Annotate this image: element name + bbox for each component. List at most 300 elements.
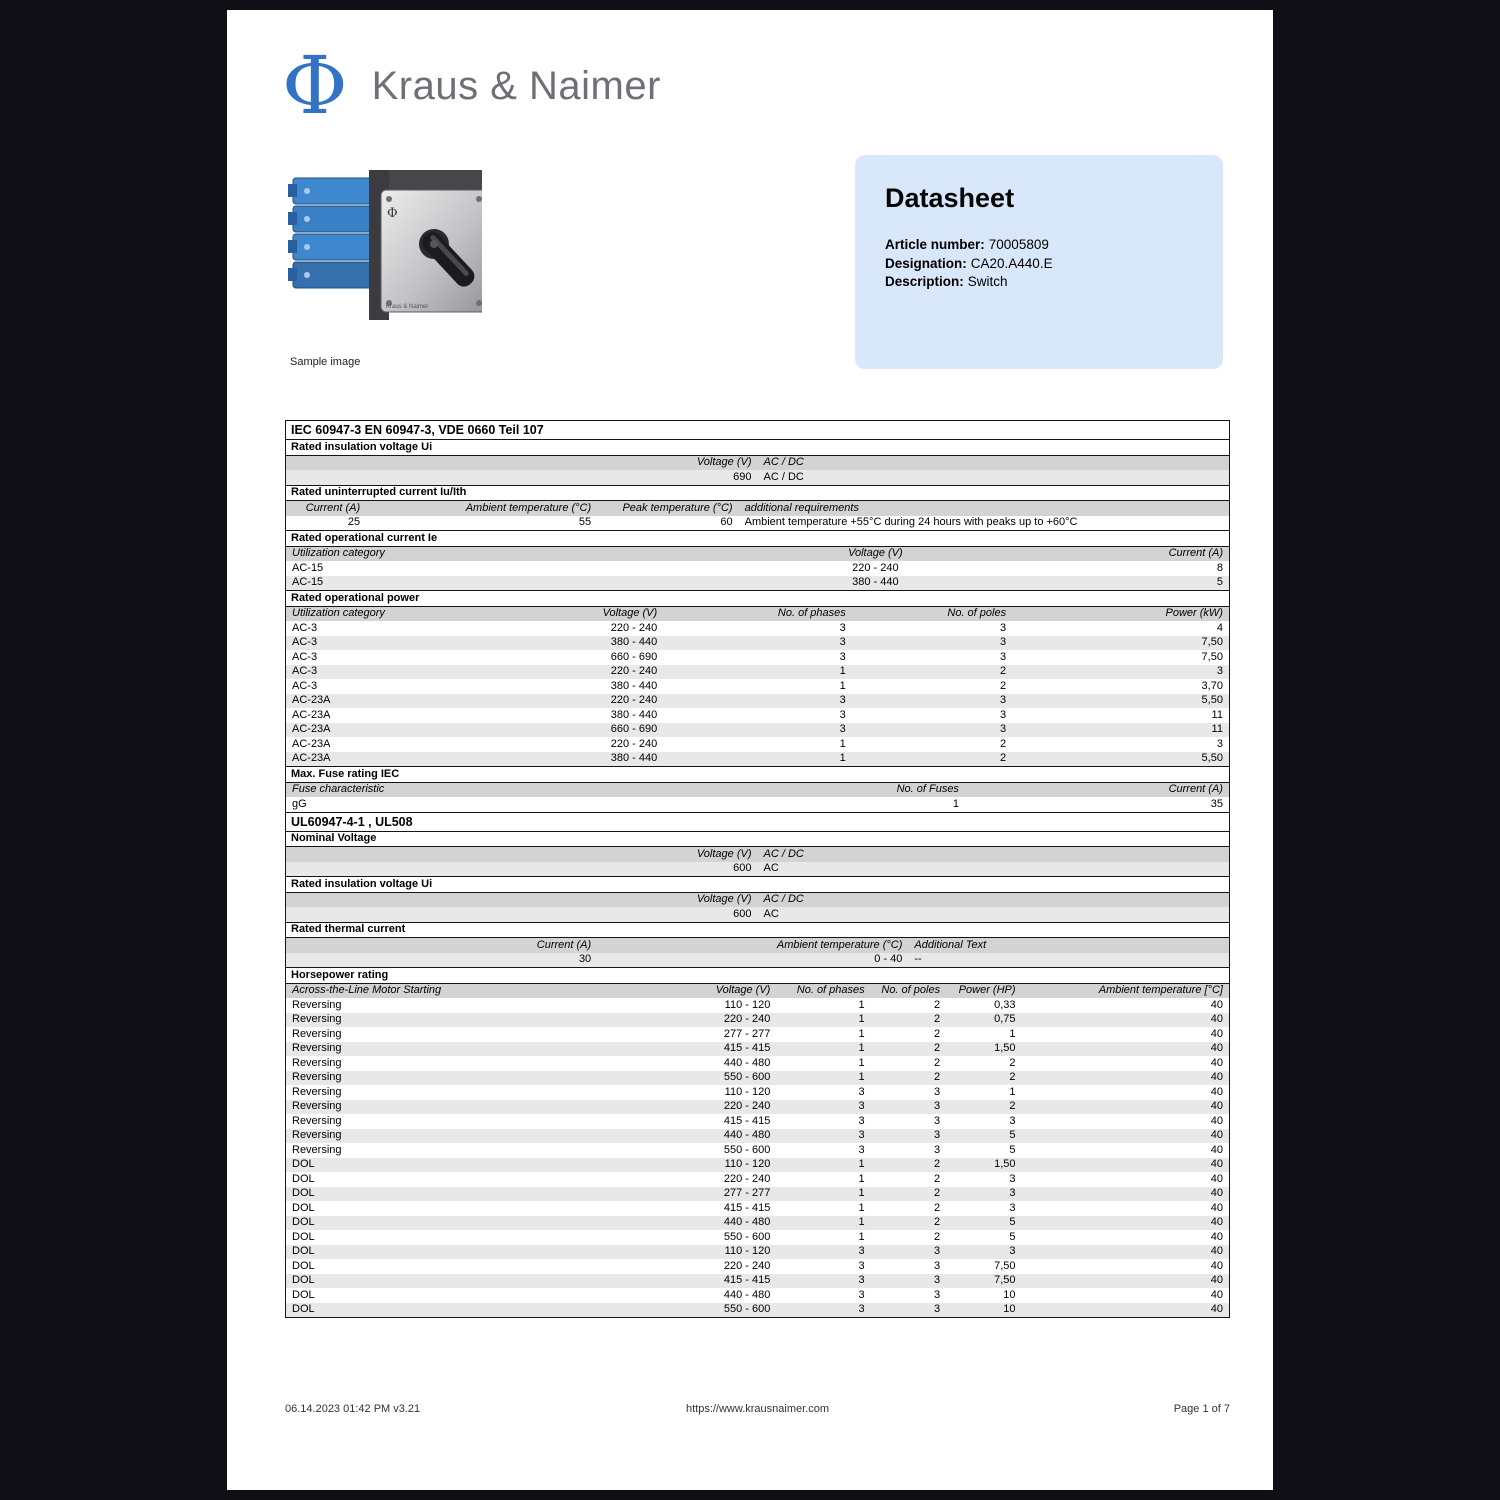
cell: 415 - 415 <box>723 1274 771 1286</box>
cell: Fuse characteristic <box>292 783 385 795</box>
cell: Current (A) <box>1168 783 1223 795</box>
cell: DOL <box>292 1201 315 1214</box>
cell: 2 <box>933 1158 941 1170</box>
cell: 600 <box>733 907 752 920</box>
cell: 220 - 240 <box>723 1013 771 1025</box>
cell: 220 - 240 <box>723 1172 771 1185</box>
cell: 3 <box>999 650 1007 663</box>
cell: AC <box>763 907 779 920</box>
section-row: Rated operational power <box>286 590 1229 606</box>
table-row <box>286 1274 1229 1289</box>
cell: Power (kW) <box>1165 607 1223 619</box>
cell: 660 - 690 <box>610 723 658 735</box>
table-row <box>286 862 1229 877</box>
cell: 415 - 415 <box>723 1114 771 1127</box>
table-row <box>286 1216 1229 1231</box>
cell: 0,75 <box>994 1013 1016 1025</box>
cell: Voltage (V) <box>696 893 752 905</box>
cell: AC-3 <box>292 621 318 634</box>
datasheet-fields <box>885 236 1193 292</box>
cell: 40 <box>1210 1201 1223 1214</box>
cell: 3 <box>933 1100 941 1112</box>
cell: DOL <box>292 1274 315 1286</box>
table-row <box>286 1071 1229 1086</box>
table-row <box>286 907 1229 922</box>
title-row: UL60947-4-1 , UL508 <box>286 812 1229 831</box>
cell: 1 <box>858 1158 865 1170</box>
cell: Ambient temperature (°C) <box>776 938 903 951</box>
cell: No. of Fuses <box>896 783 959 795</box>
cell: 40 <box>1210 1114 1223 1127</box>
cell: 3 <box>1216 737 1223 750</box>
cell: 3 <box>1009 1245 1016 1257</box>
header-row <box>286 892 1229 908</box>
cell: AC-23A <box>292 737 331 750</box>
cell: 2 <box>933 998 941 1011</box>
table-row <box>286 470 1229 485</box>
cell: 2 <box>999 665 1007 677</box>
cell: Reversing <box>292 1056 342 1069</box>
cell: 3 <box>933 1245 941 1257</box>
cell: 1 <box>839 737 846 750</box>
cell: 5,50 <box>1201 752 1223 764</box>
table-row <box>286 516 1229 531</box>
title-row: IEC 60947-3 EN 60947-3, VDE 0660 Teil 107 <box>291 423 544 437</box>
cell: AC-3 <box>292 636 318 648</box>
cell: Ambient temperature (°C) <box>465 501 592 514</box>
footer-page-number: Page 1 of 7 <box>1173 1403 1230 1415</box>
cell: 3 <box>839 708 846 721</box>
cell: 1 <box>839 679 846 692</box>
cell: 40 <box>1210 1085 1223 1098</box>
table-row <box>286 1158 1229 1173</box>
sample-image-caption: Sample image <box>290 356 361 368</box>
cell: 220 - 240 <box>852 561 899 574</box>
cell: Reversing <box>292 1042 342 1054</box>
cell: 550 - 600 <box>723 1230 771 1243</box>
cell: 40 <box>1210 1303 1223 1315</box>
designation-value: CA20.A440.E <box>970 255 1053 271</box>
cell: 11 <box>1211 723 1223 735</box>
company-logo <box>282 39 661 132</box>
cell: Current (A) <box>1168 547 1223 559</box>
table-row <box>286 1129 1229 1144</box>
cell: -- <box>914 953 922 965</box>
cell: 5,50 <box>1201 694 1223 706</box>
cell: Voltage (V) <box>696 847 752 860</box>
cell: AC-23A <box>292 723 331 735</box>
table-row <box>286 665 1229 680</box>
cell: 2 <box>999 737 1007 750</box>
page-footer <box>285 1403 1230 1415</box>
cell: 40 <box>1210 998 1223 1011</box>
cell: 3 <box>933 1303 941 1315</box>
cell: 8 <box>1216 561 1223 574</box>
cell: Utilization category <box>292 607 385 619</box>
cell: 3 <box>999 636 1007 648</box>
cell: 3 <box>933 1259 941 1272</box>
cell: AC / DC <box>763 893 804 905</box>
cell: AC-23A <box>292 694 331 706</box>
section-row: Max. Fuse rating IEC <box>286 766 1229 782</box>
cell: 25 <box>347 516 361 528</box>
cell: 1 <box>858 998 865 1011</box>
cell: 10 <box>1003 1288 1016 1301</box>
cell: 40 <box>1210 1071 1223 1083</box>
cell: 5 <box>1009 1216 1016 1228</box>
cell: AC-15 <box>292 576 324 588</box>
cell: 415 - 415 <box>723 1201 771 1214</box>
cell: 3 <box>839 636 846 648</box>
table-row <box>286 1085 1229 1100</box>
cell: 2 <box>933 1042 941 1054</box>
section-row: Rated insulation voltage Ui <box>286 439 1229 455</box>
cell: 550 - 600 <box>723 1071 771 1083</box>
table-row <box>286 694 1229 709</box>
cell: 2 <box>1009 1056 1016 1069</box>
cell: AC / DC <box>763 847 804 860</box>
cell: 3 <box>933 1288 941 1301</box>
cell: AC-23A <box>292 708 331 721</box>
svg-text:Kraus & Naimer: Kraus & Naimer <box>386 304 429 310</box>
cell: 40 <box>1210 1259 1223 1272</box>
cell: Reversing <box>292 1085 342 1098</box>
table-row <box>286 708 1229 723</box>
cell: 1 <box>858 1230 865 1243</box>
cell: 40 <box>1210 1042 1223 1054</box>
table-row <box>286 998 1229 1013</box>
cell: 60 <box>720 516 733 528</box>
cell: 3 <box>858 1085 865 1098</box>
cell: 1 <box>858 1042 865 1054</box>
table-row <box>286 797 1229 812</box>
datasheet-title: Datasheet <box>885 183 1015 213</box>
section-row: Rated uninterrupted current Iu/Ith <box>286 485 1229 501</box>
cell: 40 <box>1210 1158 1223 1170</box>
cell: DOL <box>292 1172 315 1185</box>
description-value: Switch <box>967 274 1008 289</box>
cell: AC-3 <box>292 650 318 663</box>
switch-body <box>288 178 375 288</box>
cell: Utilization category <box>292 547 385 559</box>
section-row: Nominal Voltage <box>286 831 1229 847</box>
cell: 0,33 <box>994 998 1016 1011</box>
header-row <box>286 983 1229 999</box>
cell: Peak temperature (°C) <box>622 501 733 514</box>
cell: 440 - 480 <box>723 1056 771 1069</box>
cell: 7,50 <box>994 1274 1016 1286</box>
cell: 7,50 <box>1201 650 1223 663</box>
footer-date: 06.14.2023 01:42 PM v3.21 <box>285 1403 421 1415</box>
cell: Reversing <box>292 1071 342 1083</box>
cell: 3 <box>858 1114 865 1127</box>
table-row <box>286 1187 1229 1202</box>
cell: 2 <box>1009 1100 1016 1112</box>
cell: 1 <box>858 1027 865 1040</box>
cell: 40 <box>1210 1172 1223 1185</box>
cell: Ambient temperature +55°C during 24 hours with peaks up to +60°C <box>744 516 1078 528</box>
cell: AC-23A <box>292 752 331 764</box>
cell: 220 - 240 <box>723 1259 771 1272</box>
table-row <box>286 621 1229 636</box>
cell: 600 <box>733 862 752 874</box>
table-row <box>286 561 1229 576</box>
cell: 110 - 120 <box>724 1085 771 1098</box>
description-field <box>885 273 1193 292</box>
cell: AC <box>763 862 779 874</box>
cell: 5 <box>1009 1143 1016 1156</box>
table-row <box>286 737 1229 752</box>
cell: 40 <box>1210 1274 1223 1286</box>
cell: 440 - 480 <box>723 1129 771 1141</box>
cell: 1 <box>839 752 846 764</box>
cell: 380 - 440 <box>610 679 658 692</box>
cell: DOL <box>292 1259 315 1272</box>
cell: 3 <box>999 621 1007 634</box>
cell: 3 <box>933 1114 941 1127</box>
cell: No. of poles <box>881 984 941 996</box>
cell: 1 <box>858 1216 865 1228</box>
cell: 55 <box>578 516 592 528</box>
cell: 2 <box>933 1172 941 1185</box>
cell: 1 <box>1009 1027 1016 1040</box>
cell: 1,50 <box>994 1042 1016 1054</box>
cell: 3 <box>1216 665 1223 677</box>
cell: Across-the-Line Motor Starting <box>292 984 442 996</box>
cell: 3 <box>858 1303 865 1315</box>
cell: 3 <box>999 723 1007 735</box>
cell: 3 <box>858 1288 865 1301</box>
cell: 220 - 240 <box>610 737 658 750</box>
article-number-value: 70005809 <box>988 237 1049 252</box>
section-row: Horsepower rating <box>286 967 1229 983</box>
table-row <box>286 636 1229 651</box>
table-row <box>286 1201 1229 1216</box>
cell: 440 - 480 <box>723 1216 771 1228</box>
cell: 2 <box>933 1216 941 1228</box>
cell: 690 <box>733 470 752 483</box>
cell: 40 <box>1210 1129 1223 1141</box>
header-row <box>286 846 1229 862</box>
table-row <box>286 1230 1229 1245</box>
table-row <box>286 650 1229 665</box>
table-row <box>286 1288 1229 1303</box>
table-row <box>286 1042 1229 1057</box>
table-row <box>286 1303 1229 1318</box>
cell: 220 - 240 <box>610 694 658 706</box>
cell: 40 <box>1210 1187 1223 1199</box>
table-row <box>286 752 1229 767</box>
cell: 440 - 480 <box>723 1288 771 1301</box>
cell: 5 <box>1216 576 1223 588</box>
cell: 40 <box>1210 1216 1223 1228</box>
table-row <box>286 723 1229 738</box>
cell: 3 <box>858 1274 865 1286</box>
cell: 220 - 240 <box>723 1100 771 1112</box>
cell: 1,50 <box>994 1158 1016 1170</box>
cell: 380 - 440 <box>852 576 899 588</box>
cell: 7,50 <box>1201 636 1223 648</box>
cell: DOL <box>292 1288 315 1301</box>
datasheet-infobox <box>855 155 1223 369</box>
cell: Current (A) <box>536 938 592 951</box>
cell: 40 <box>1210 1230 1223 1243</box>
description-label: Description: <box>885 274 964 289</box>
cell: 220 - 240 <box>610 621 658 634</box>
header-row <box>286 455 1229 471</box>
cell: 10 <box>1003 1303 1016 1315</box>
cell: 0 - 40 <box>874 953 903 965</box>
cell: 550 - 600 <box>723 1303 771 1315</box>
cell: AC-3 <box>292 665 318 677</box>
cell: No. of poles <box>947 607 1007 619</box>
cell: 3 <box>933 1143 941 1156</box>
section-row: Rated operational current Ie <box>286 530 1229 546</box>
cell: 1 <box>1009 1085 1016 1098</box>
cell: AC-3 <box>292 679 318 692</box>
cell: Reversing <box>292 1129 342 1141</box>
table-row <box>286 1143 1229 1158</box>
cell: 3 <box>1009 1172 1016 1185</box>
cell: 2 <box>933 1071 941 1083</box>
cell: 3 <box>933 1129 941 1141</box>
cell: No. of phases <box>777 607 846 619</box>
cell: 3 <box>1009 1114 1016 1127</box>
cell: additional requirements <box>744 501 859 514</box>
cell: 2 <box>933 1027 941 1040</box>
cell: 2 <box>933 1056 941 1069</box>
designation-field <box>885 255 1193 274</box>
cell: 277 - 277 <box>723 1027 771 1040</box>
section-row: Rated thermal current <box>286 922 1229 938</box>
cell: 550 - 600 <box>723 1143 771 1156</box>
table-row <box>286 1172 1229 1187</box>
cell: 380 - 440 <box>610 708 658 721</box>
cell: 3 <box>858 1245 865 1257</box>
datasheet-page <box>227 10 1273 1490</box>
cell: Ambient temperature [°C] <box>1098 984 1223 996</box>
table-row <box>286 1013 1229 1028</box>
brand-name: Kraus & Naimer <box>371 63 661 108</box>
designation-label: Designation: <box>885 255 967 271</box>
cell: 11 <box>1211 708 1223 721</box>
cell: 220 - 240 <box>610 665 658 677</box>
cell: DOL <box>292 1303 315 1315</box>
cell: 1 <box>839 665 846 677</box>
article-number-field <box>885 236 1193 255</box>
cell: DOL <box>292 1216 315 1228</box>
cell: 660 - 690 <box>610 650 658 663</box>
cell: DOL <box>292 1158 315 1170</box>
cell: 2 <box>999 679 1007 692</box>
cell: Voltage (V) <box>848 547 903 559</box>
cell: 40 <box>1210 1245 1223 1257</box>
product-image <box>287 162 482 350</box>
cell: AC / DC <box>763 470 804 483</box>
cell: 40 <box>1210 1027 1223 1040</box>
table-row <box>286 1245 1229 1260</box>
cell: 1 <box>858 1172 865 1185</box>
cell: Reversing <box>292 1100 342 1112</box>
cell: 1 <box>858 1056 865 1069</box>
cell: 30 <box>578 953 592 965</box>
table-row <box>286 1056 1229 1071</box>
cell: Reversing <box>292 1114 342 1127</box>
cell: 110 - 120 <box>724 1158 771 1170</box>
cell: 2 <box>933 1187 941 1199</box>
phi-logo-icon: Φ <box>282 39 348 132</box>
table-row <box>286 576 1229 591</box>
header-row <box>286 500 1229 516</box>
cell: 2 <box>933 1013 941 1025</box>
cell: 40 <box>1210 1143 1223 1156</box>
cell: 1 <box>858 1187 865 1199</box>
cell: 2 <box>933 1230 941 1243</box>
cell: Power (HP) <box>958 984 1016 996</box>
cell: 380 - 440 <box>610 636 658 648</box>
cell: 3 <box>999 694 1007 706</box>
cell: gG <box>292 797 307 810</box>
table-row <box>286 1027 1229 1042</box>
cell: 3 <box>1009 1187 1016 1199</box>
cell: 3 <box>858 1129 865 1141</box>
cell: 3 <box>858 1100 865 1112</box>
cell: 3 <box>933 1085 941 1098</box>
cell: Reversing <box>292 998 342 1011</box>
header-row <box>286 937 1229 953</box>
cell: 3 <box>858 1259 865 1272</box>
cell: 1 <box>858 1013 865 1025</box>
cell: Reversing <box>292 1013 342 1025</box>
table-row <box>286 953 1229 968</box>
cell: 415 - 415 <box>723 1042 771 1054</box>
cell: Reversing <box>292 1143 342 1156</box>
cell: DOL <box>292 1230 315 1243</box>
cell: 1 <box>952 797 959 810</box>
cell: DOL <box>292 1245 315 1257</box>
cell: 1 <box>858 1201 865 1214</box>
table-row <box>286 1259 1229 1274</box>
cell: 110 - 120 <box>724 1245 771 1257</box>
cell: 2 <box>999 752 1007 764</box>
cell: 3 <box>933 1274 941 1286</box>
cell: 40 <box>1210 1100 1223 1112</box>
cell: 40 <box>1210 1013 1223 1025</box>
cell: DOL <box>292 1187 315 1199</box>
cell: 35 <box>1210 797 1223 810</box>
cell: 3 <box>999 708 1007 721</box>
section-row: Rated insulation voltage Ui <box>286 876 1229 892</box>
cell: 3 <box>858 1143 865 1156</box>
cell: 2 <box>933 1201 941 1214</box>
header-row <box>286 606 1229 622</box>
table-row <box>286 679 1229 694</box>
cell: 4 <box>1216 621 1223 634</box>
cell: Voltage (V) <box>715 984 771 996</box>
cell: No. of phases <box>796 984 865 996</box>
cell: 3,70 <box>1201 679 1223 692</box>
cell: 277 - 277 <box>723 1187 771 1199</box>
footer-url[interactable]: https://www.krausnaimer.com <box>685 1403 830 1415</box>
header-row <box>286 546 1229 562</box>
cell: 380 - 440 <box>610 752 658 764</box>
cell: AC / DC <box>763 456 804 468</box>
cell: 3 <box>839 723 846 735</box>
cell: 40 <box>1210 1288 1223 1301</box>
cell: 2 <box>1009 1071 1016 1083</box>
cell: 7,50 <box>994 1259 1016 1272</box>
cell: Additional Text <box>914 938 987 951</box>
